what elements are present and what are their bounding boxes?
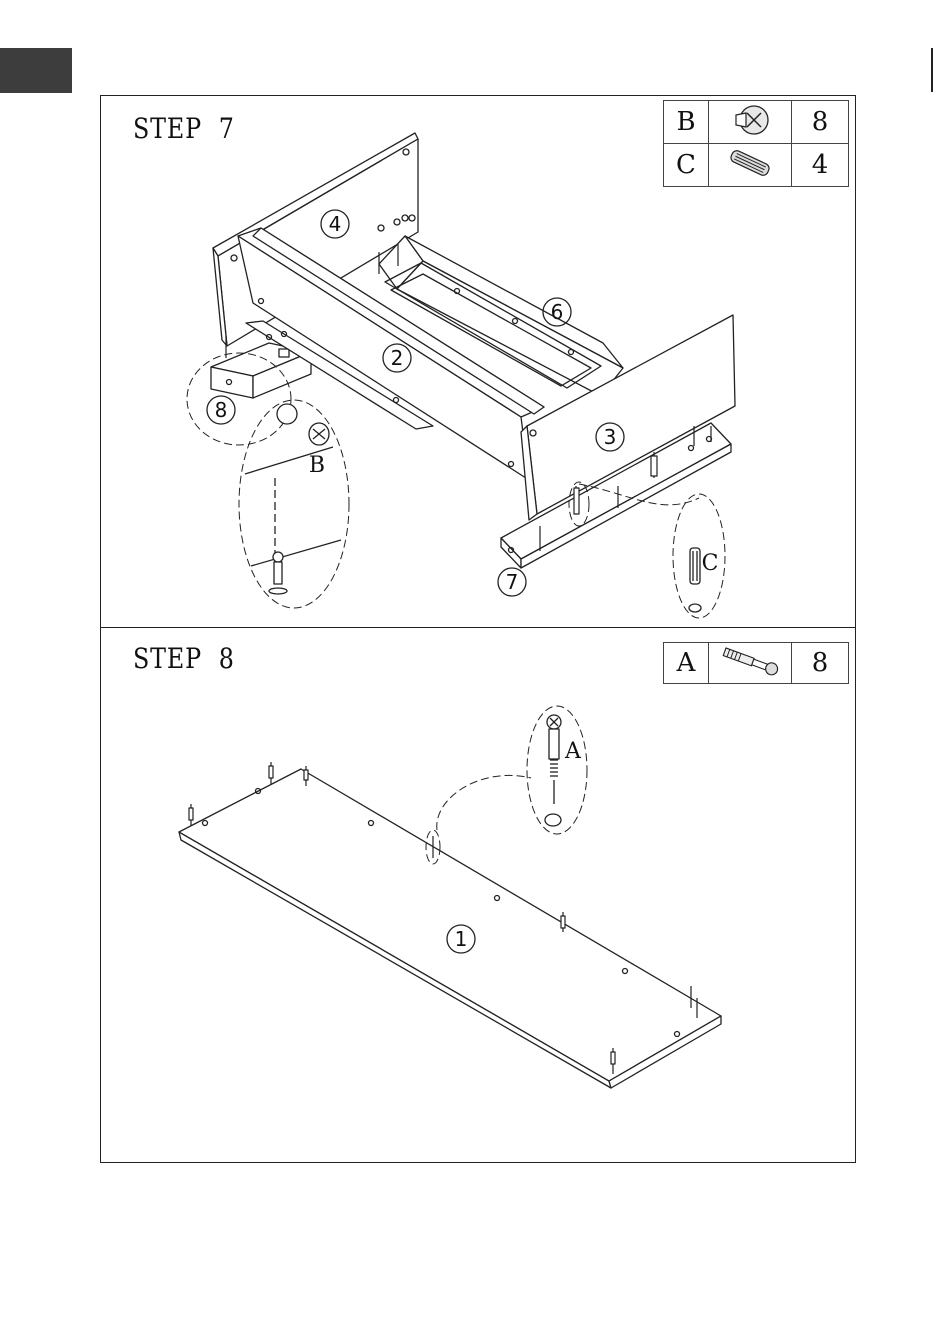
callout-6: 6: [550, 300, 564, 324]
callout-2: 2: [390, 346, 404, 370]
parts-row-a: [664, 643, 849, 684]
part-letter: C: [664, 144, 709, 187]
callout-4: 4: [328, 212, 342, 236]
cam-lock-icon: [709, 101, 792, 144]
callout-1: 1: [454, 927, 468, 951]
part-letter: B: [664, 101, 709, 144]
detail-c-drawing: [689, 548, 701, 612]
part-qty: 4: [792, 144, 849, 187]
detail-a-drawing: [545, 715, 561, 826]
parts-row-c: [664, 144, 849, 187]
wooden-dowel-icon: [709, 144, 792, 187]
language-tab: [0, 48, 72, 93]
detail-c-label: C: [701, 551, 719, 576]
step-7-parts-table: [663, 100, 849, 187]
callout-7: 7: [505, 570, 519, 594]
cam-bolt-icon: [709, 643, 792, 684]
detail-a-label: A: [565, 739, 581, 764]
step-8-title: STEP 8: [133, 642, 235, 675]
panel-1-drawing: [179, 769, 721, 1088]
part-qty: 8: [792, 101, 849, 144]
step-8-panel: [100, 627, 856, 1163]
parts-row-b: [664, 101, 849, 144]
callout-8: 8: [214, 398, 228, 422]
part-letter: A: [664, 643, 709, 684]
step-8-assembly-drawing: [101, 628, 857, 1164]
step-8-parts-table: [663, 642, 849, 684]
part-qty: 8: [792, 643, 849, 684]
callout-3: 3: [603, 425, 617, 449]
detail-b-label: B: [308, 453, 326, 478]
detail-b-drawing: [245, 404, 341, 594]
step-7-panel: [100, 95, 856, 628]
step-7-title: STEP 7: [133, 112, 235, 145]
